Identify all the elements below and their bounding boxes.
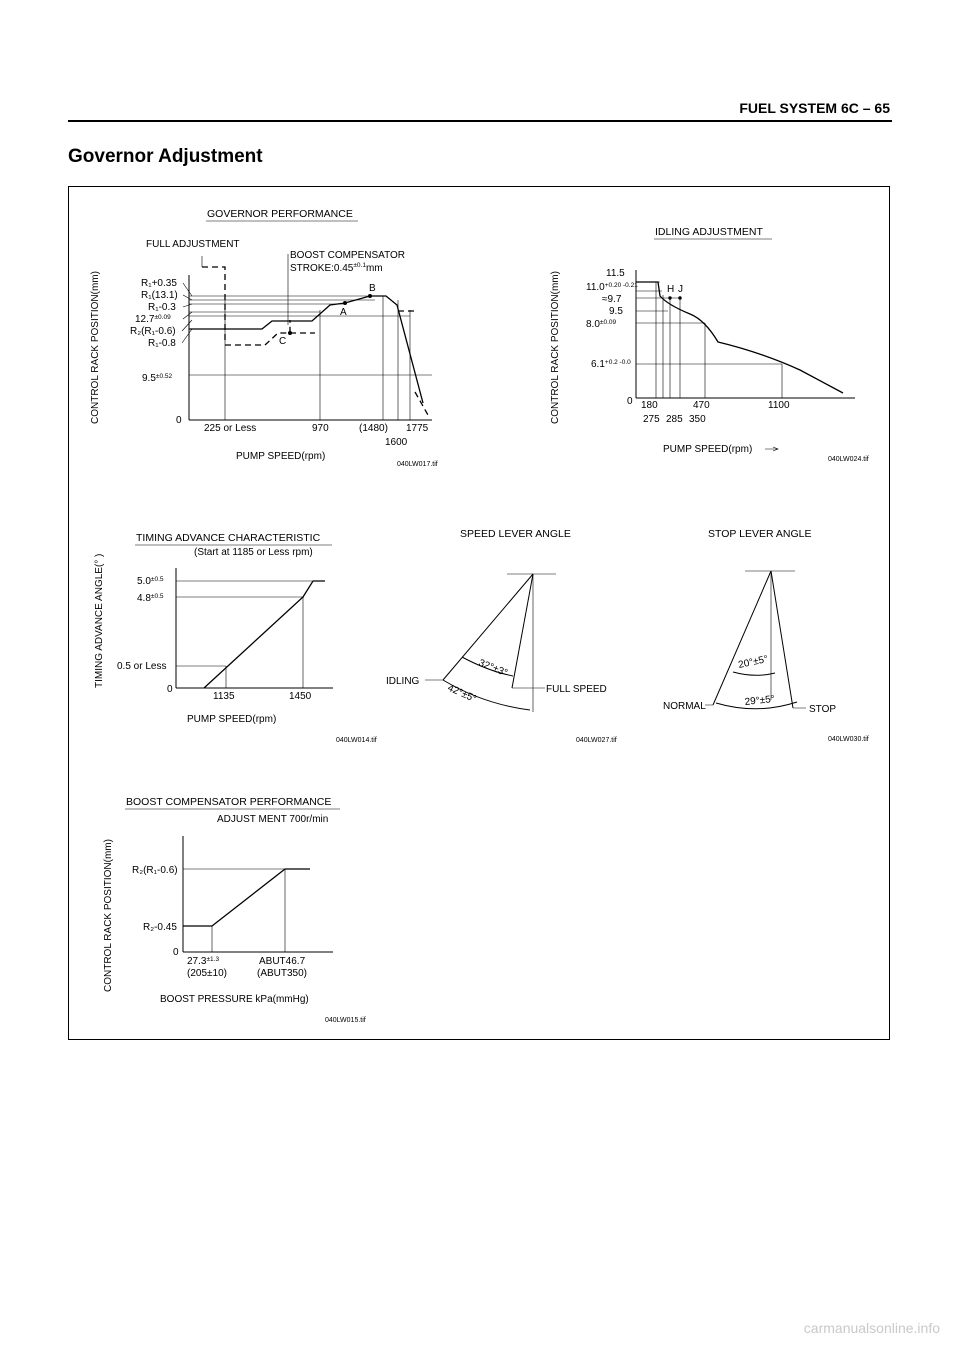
idling-y-tick-6: $6.1^{+0.2 -0.0}$	[591, 359, 631, 370]
governor-y-tick-3: R₁-0.3	[148, 302, 176, 313]
watermark: carmanualsonline.info	[803, 1320, 940, 1336]
boost-figure-id: 040LW015.tif	[325, 1017, 366, 1024]
governor-y-tick-4: $12.7^{\pm 0.09}$	[135, 314, 171, 325]
idling-point-h: H	[667, 284, 675, 295]
governor-x-tick-1: 225 or Less	[204, 423, 257, 434]
governor-full-adjustment: FULL ADJUSTMENT	[146, 239, 240, 250]
governor-performance-chart	[90, 208, 438, 468]
idling-x-tick-6: 1100	[768, 400, 790, 411]
idling-y-tick-3: ≈9.7	[602, 294, 622, 305]
boost-x-tick-2: ABUT46.7	[259, 956, 306, 967]
stop-lever-figure-id: 040LW030.tif	[828, 736, 869, 743]
boost-y-axis-label: CONTROL RACK POSITION(mm)	[103, 839, 114, 992]
governor-y-tick-2: R₁(13.1)	[141, 290, 178, 301]
idling-x-axis-label: PUMP SPEED(rpm)	[663, 444, 753, 455]
idling-y-axis-label: CONTROL RACK POSITION(mm)	[550, 271, 561, 424]
speed-lever-idling: IDLING	[386, 676, 420, 687]
governor-x-tick-3: (1480)	[359, 423, 388, 434]
governor-x-tick-5: 1600	[385, 437, 408, 448]
speed-lever-title: SPEED LEVER ANGLE	[460, 528, 571, 540]
governor-stroke-label: $STROKE:0.45^{\pm 0.1}mm$	[290, 262, 383, 274]
governor-boost-label: BOOST COMPENSATOR	[290, 250, 406, 261]
stop-lever-diagram	[663, 528, 869, 743]
boost-y-tick-2: R₂-0.45	[143, 922, 177, 933]
timing-y-tick-1: $5.0^{\pm 0.5}$	[137, 576, 164, 587]
timing-x-tick-1: 1135	[213, 691, 235, 702]
stop-lever-title: STOP LEVER ANGLE	[708, 528, 812, 540]
governor-y-axis-label: CONTROL RACK POSITION(mm)	[90, 271, 101, 424]
timing-y-axis-label: TIMING ADVANCE ANGLE(° )	[94, 553, 105, 688]
timing-x-axis-label: PUMP SPEED(rpm)	[187, 714, 277, 725]
page-header: FUEL SYSTEM 6C – 65	[739, 100, 890, 116]
page-title: Governor Adjustment	[68, 146, 263, 167]
governor-zero: 0	[176, 415, 182, 426]
idling-y-tick-1: 11.5	[606, 268, 625, 279]
idling-point-j: J	[678, 284, 683, 295]
idling-title: IDLING ADJUSTMENT	[655, 226, 763, 238]
timing-subtitle: (Start at 1185 or Less rpm)	[194, 547, 313, 558]
timing-advance-chart	[94, 532, 377, 744]
boost-y-tick-1: R₂(R₁-0.6)	[132, 865, 178, 876]
boost-title: BOOST COMPENSATOR PERFORMANCE	[126, 796, 332, 808]
timing-y-tick-2: $4.8^{\pm 0.5}$	[137, 593, 164, 604]
timing-figure-id: 040LW014.tif	[336, 737, 377, 744]
boost-zero: 0	[173, 947, 179, 958]
speed-lever-diagram	[386, 528, 617, 744]
timing-y-tick-3: 0.5 or Less	[117, 661, 167, 672]
stop-lever-normal: NORMAL	[663, 701, 706, 712]
idling-y-tick-2: $11.0^{+0.20 -0.21}$	[586, 282, 638, 293]
governor-x-axis-label: PUMP SPEED(rpm)	[236, 451, 326, 462]
idling-y-tick-4: 9.5	[609, 306, 623, 317]
idling-x-tick-5: 470	[693, 400, 710, 411]
idling-adjustment-chart	[550, 226, 869, 463]
speed-lever-full-speed: FULL SPEED	[546, 684, 607, 695]
speed-lever-figure-id: 040LW027.tif	[576, 737, 617, 744]
boost-compensator-chart	[103, 796, 366, 1024]
governor-point-b: B	[369, 283, 376, 294]
idling-x-tick-4: 350	[689, 414, 706, 425]
idling-x-tick-1: 180	[641, 400, 658, 411]
idling-figure-id: 040LW024.tif	[828, 456, 869, 463]
boost-x-tick-1: $27.3^{\pm 1.3}$	[187, 956, 220, 967]
stop-lever-stop: STOP	[809, 704, 837, 715]
governor-title: GOVERNOR PERFORMANCE	[207, 208, 353, 220]
governor-point-c: C	[279, 336, 287, 347]
stop-lever-angle-1: 20°±5°	[737, 653, 770, 671]
boost-subtitle: ADJUST MENT 700r/min	[217, 814, 329, 825]
timing-zero: 0	[167, 684, 173, 695]
idling-x-tick-2: 275	[643, 414, 660, 425]
idling-y-tick-5: $8.0^{\pm 0.09}$	[586, 319, 617, 330]
governor-y-tick-5: R₂(R₁-0.6)	[130, 326, 176, 337]
governor-x-tick-2: 970	[312, 423, 329, 434]
boost-x-axis-label: BOOST PRESSURE kPa(mmHg)	[160, 994, 309, 1005]
timing-x-tick-2: 1450	[289, 691, 312, 702]
timing-title: TIMING ADVANCE CHARACTERISTIC	[136, 532, 321, 544]
speed-lever-angle-1: 32°±3°	[476, 657, 509, 680]
idling-zero: 0	[627, 396, 633, 407]
boost-x-tick-1b: (205±10)	[187, 968, 227, 979]
governor-y-tick-7: $9.5^{\pm 0.52}$	[142, 373, 173, 384]
speed-lever-angle-2: 42°±5°	[445, 682, 478, 706]
governor-y-tick-6: R₁-0.8	[148, 338, 176, 349]
governor-point-a: A	[340, 307, 347, 318]
boost-x-tick-2b: (ABUT350)	[257, 968, 308, 979]
governor-y-tick-1: R₁+0.35	[141, 278, 177, 289]
stop-lever-angle-2: 29°±5°	[744, 693, 776, 708]
governor-figure-id: 040LW017.tif	[397, 461, 438, 468]
idling-x-tick-3: 285	[666, 414, 683, 425]
governor-x-tick-4: 1775	[406, 423, 429, 434]
